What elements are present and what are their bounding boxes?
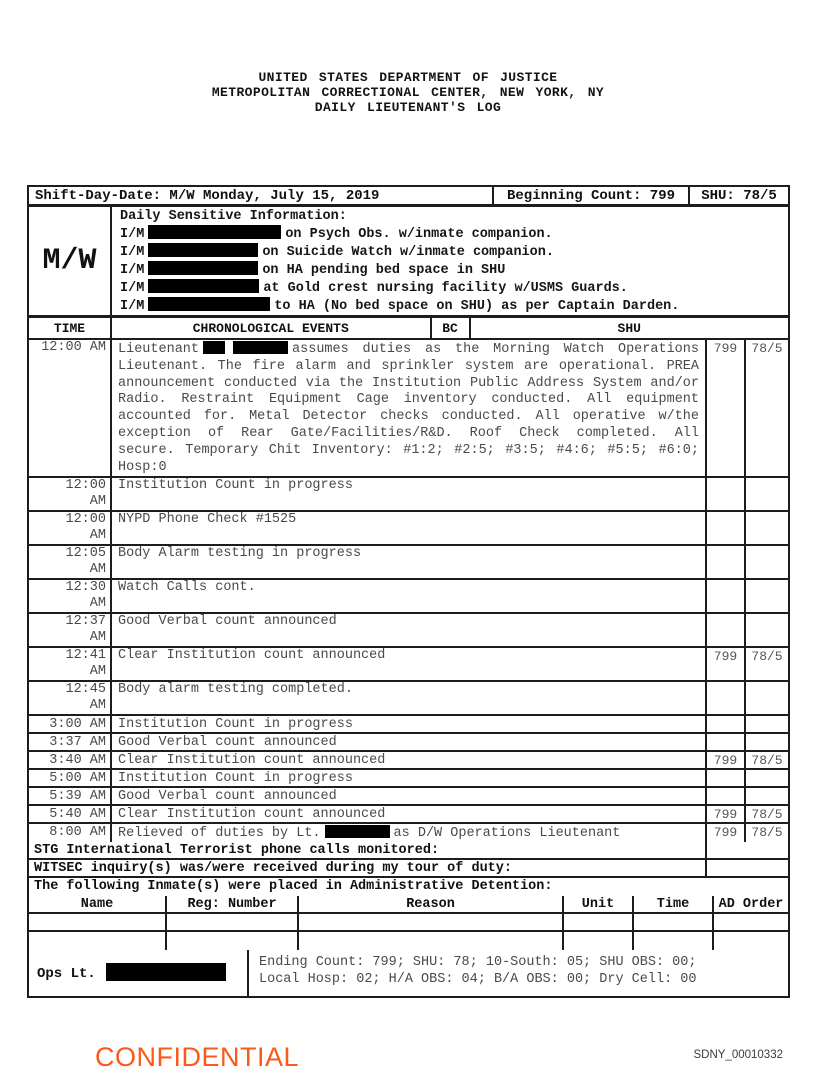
ad-cell — [29, 932, 165, 950]
sensitive-info-cell — [110, 207, 788, 315]
col-header-bc: BC — [430, 318, 469, 338]
ad-cell — [632, 932, 712, 950]
log-rows — [29, 340, 788, 842]
log-row — [29, 716, 788, 734]
ad-cell — [165, 932, 297, 950]
log-row — [29, 546, 788, 580]
sensitive-inmate-line: I/M at Gold crest nursing facility w/USMS Guards. — [120, 281, 628, 296]
log-row — [29, 682, 788, 716]
log-row-event: Clear Institution count announced — [110, 806, 705, 822]
log-row-event: Good Verbal count announced — [110, 734, 705, 750]
log-row-time — [29, 340, 110, 476]
ops-lt-cell — [29, 950, 247, 996]
ad-header-cell: Reason — [297, 896, 562, 912]
log-row-shu — [744, 682, 788, 714]
ad-header-cell: AD Order — [712, 896, 788, 912]
log-row-shu — [744, 734, 788, 750]
log-row — [29, 614, 788, 648]
ad-cell — [712, 914, 788, 930]
time-line: AM — [89, 494, 106, 510]
log-row-shu: 78/5 — [744, 340, 788, 476]
log-row-shu: 78/5 — [744, 752, 788, 768]
log-row-bc — [705, 580, 744, 612]
log-row-bc — [705, 788, 744, 804]
log-row — [29, 752, 788, 770]
log-row-bc — [705, 546, 744, 578]
sensitive-info-row — [29, 207, 788, 318]
shift-day-date: Shift-Day-Date: M/W Monday, July 15, 2019 — [35, 188, 380, 204]
log-row-time — [29, 546, 110, 578]
log-row-time — [29, 824, 110, 842]
ad-cell — [297, 914, 562, 930]
bates-number: SDNY_00010332 — [693, 1049, 783, 1061]
log-row-shu — [744, 788, 788, 804]
ending-count-line-1: Ending Count: 799; SHU: 78; 10-South: 05; SHU OBS: 00; — [259, 955, 697, 971]
time-line: 12:30 — [65, 580, 106, 596]
log-row — [29, 788, 788, 806]
time-line: 8:00 AM — [49, 825, 106, 841]
log-row-event: Good Verbal count announced — [110, 614, 705, 646]
time-line: 12:37 — [65, 614, 106, 630]
log-row-shu — [744, 716, 788, 732]
log-row-shu — [744, 512, 788, 544]
log-row — [29, 648, 788, 682]
time-line: 12:00 — [65, 478, 106, 494]
note-row — [29, 842, 788, 860]
col-header-time: TIME — [53, 321, 86, 336]
note-empty-cell — [705, 842, 788, 858]
time-line: AM — [89, 562, 106, 578]
redaction-box — [203, 341, 225, 354]
log-row-bc: 799 — [705, 806, 744, 822]
log-row-time — [29, 734, 110, 750]
ending-count-cell — [247, 950, 788, 996]
ad-empty-row — [29, 914, 788, 932]
log-row-bc — [705, 716, 744, 732]
time-line: 5:40 AM — [49, 807, 106, 823]
redaction-box — [148, 243, 258, 257]
log-row-shu — [744, 580, 788, 612]
watch-code: M/W — [42, 244, 97, 278]
log-row-event: Institution Count in progress — [110, 478, 705, 510]
log-row — [29, 340, 788, 478]
sensitive-heading: Daily Sensitive Information: — [120, 209, 347, 224]
note-label: WITSEC inquiry(s) was/were received during my tour of duty: — [34, 861, 512, 877]
time-line: AM — [89, 664, 106, 680]
time-line: 12:45 — [65, 682, 106, 698]
note-label: The following Inmate(s) were placed in Administrative Detention: — [34, 879, 553, 895]
log-row-bc — [705, 478, 744, 510]
time-line: AM — [89, 596, 106, 612]
time-line: AM — [89, 528, 106, 544]
col-header-events: CHRONOLOGICAL EVENTS — [110, 318, 430, 338]
ad-header-row — [29, 896, 788, 914]
ops-name-redaction — [106, 963, 226, 981]
ad-cell — [562, 914, 632, 930]
time-line: 12:00 AM — [41, 340, 106, 355]
beginning-count: Beginning Count: 799 — [492, 187, 688, 204]
letterhead — [0, 70, 816, 115]
shift-bar — [29, 187, 788, 207]
log-row-time — [29, 478, 110, 510]
sensitive-inmate-line: I/M to HA (No bed space on SHU) as per Captain Darden. — [120, 299, 680, 314]
time-line: AM — [89, 698, 106, 714]
log-row-time — [29, 752, 110, 768]
ad-empty-row — [29, 932, 788, 950]
log-row-shu — [744, 478, 788, 510]
log-row-bc: 799 — [705, 648, 744, 680]
time-line: 12:05 — [65, 546, 106, 562]
log-row-time — [29, 512, 110, 544]
confidential-stamp: CONFIDENTIAL — [95, 1042, 300, 1072]
sensitive-lines — [120, 225, 782, 315]
redaction-box — [148, 279, 259, 293]
log-row-event: Institution Count in progress — [110, 770, 705, 786]
log-row-event: Relieved of duties by Lt. as D/W Operations Lieutenant — [110, 824, 705, 842]
log-row — [29, 806, 788, 824]
log-row-event: Body alarm testing completed. — [110, 682, 705, 714]
log-row-bc: 799 — [705, 340, 744, 476]
ad-header-cell: Reg: Number — [165, 896, 297, 912]
log-row-bc — [705, 770, 744, 786]
log-row-event: Clear Institution count announced — [110, 752, 705, 768]
log-row-shu — [744, 546, 788, 578]
time-line: 5:39 AM — [49, 789, 106, 805]
ad-detention-table — [29, 896, 788, 950]
log-row — [29, 580, 788, 614]
log-row-time — [29, 806, 110, 822]
log-row-event: Good Verbal count announced — [110, 788, 705, 804]
sensitive-inmate-line: I/M on HA pending bed space in SHU — [120, 263, 506, 278]
note-label: STG International Terrorist phone calls monitored: — [34, 843, 440, 859]
time-line: 12:00 — [65, 512, 106, 528]
time-line: AM — [89, 630, 106, 646]
shift-shu-count: SHU: 78/5 — [688, 187, 788, 204]
ad-header-cell: Time — [632, 896, 712, 912]
time-line: 12:41 — [65, 648, 106, 664]
log-row — [29, 770, 788, 788]
ad-cell — [297, 932, 562, 950]
letterhead-line-1: UNITED STATES DEPARTMENT OF JUSTICE — [258, 70, 558, 85]
log-row — [29, 512, 788, 546]
log-row-event: Body Alarm testing in progress — [110, 546, 705, 578]
log-row-shu — [744, 614, 788, 646]
log-row-bc — [705, 614, 744, 646]
log-row-bc: 799 — [705, 824, 744, 842]
log-row-shu: 78/5 — [744, 824, 788, 842]
ad-cell — [712, 932, 788, 950]
note-row — [29, 878, 788, 896]
log-row-bc — [705, 512, 744, 544]
redaction-box — [148, 297, 270, 311]
note-rows — [29, 842, 788, 896]
log-row-event: Lieutenant assumes duties as the Morning Watch Operations Lieutenant. The fire alarm and sprinkler system are operational. PREA announcement conducted via the Institution Public Address System and/or Radio. Restraint Equipment Cage inventory conducted. All equipment accounted for. Metal Detector checks conducted. All operative w/the exception of Rear Gate/Facilities/R&D. Roof Check completed. All secure. Temporary Chit Inventory: #1:2; #2:5; #3:5; #4:6; #5:5; #6:0; Hosp:0 — [110, 340, 705, 476]
log-row-event: NYPD Phone Check #1525 — [110, 512, 705, 544]
note-empty-cell — [705, 860, 788, 876]
log-row-bc — [705, 734, 744, 750]
log-row-time — [29, 580, 110, 612]
ad-cell — [562, 932, 632, 950]
ending-count-line-2: Local Hosp: 02; H/A OBS: 04; B/A OBS: 00; Dry Cell: 00 — [259, 972, 697, 988]
note-row — [29, 860, 788, 878]
log-row-time — [29, 648, 110, 680]
letterhead-line-2: METROPOLITAN CORRECTIONAL CENTER, NEW YORK, NY — [211, 85, 605, 100]
log-row-event: Watch Calls cont. — [110, 580, 705, 612]
log-row-shu: 78/5 — [744, 806, 788, 822]
redaction-box — [325, 825, 390, 838]
ad-cell — [165, 914, 297, 930]
time-line: 3:00 AM — [49, 717, 106, 733]
sensitive-inmate-line: I/M on Suicide Watch w/inmate companion. — [120, 245, 554, 260]
sensitive-inmate-line: I/M on Psych Obs. w/inmate companion. — [120, 227, 553, 242]
log-column-headers — [29, 318, 788, 340]
ops-signature-row — [29, 950, 788, 996]
col-header-shu: SHU — [469, 318, 789, 338]
ad-cell — [632, 914, 712, 930]
log-row-time — [29, 770, 110, 786]
letterhead-line-3: DAILY LIEUTENANT'S LOG — [314, 100, 502, 115]
log-row-bc: 799 — [705, 752, 744, 768]
ad-header-cell: Unit — [562, 896, 632, 912]
log-row-bc — [705, 682, 744, 714]
ad-cell — [29, 914, 165, 930]
redaction-box — [148, 225, 281, 239]
log-row — [29, 824, 788, 842]
log-row-time — [29, 682, 110, 714]
redaction-box — [233, 341, 288, 354]
log-row-event: Institution Count in progress — [110, 716, 705, 732]
lieutenant-log-table — [27, 185, 790, 998]
redaction-box — [148, 261, 258, 275]
log-row-shu: 78/5 — [744, 648, 788, 680]
time-line: 3:37 AM — [49, 735, 106, 751]
time-line: 3:40 AM — [49, 753, 106, 769]
time-line: 5:00 AM — [49, 771, 106, 787]
log-row — [29, 734, 788, 752]
ops-lt-label: Ops Lt. — [37, 966, 96, 983]
log-row-shu — [744, 770, 788, 786]
ad-header-cell: Name — [80, 897, 114, 913]
log-row-time — [29, 788, 110, 804]
log-row-event: Clear Institution count announced — [110, 648, 705, 680]
log-row-time — [29, 716, 110, 732]
log-row — [29, 478, 788, 512]
log-row-time — [29, 614, 110, 646]
